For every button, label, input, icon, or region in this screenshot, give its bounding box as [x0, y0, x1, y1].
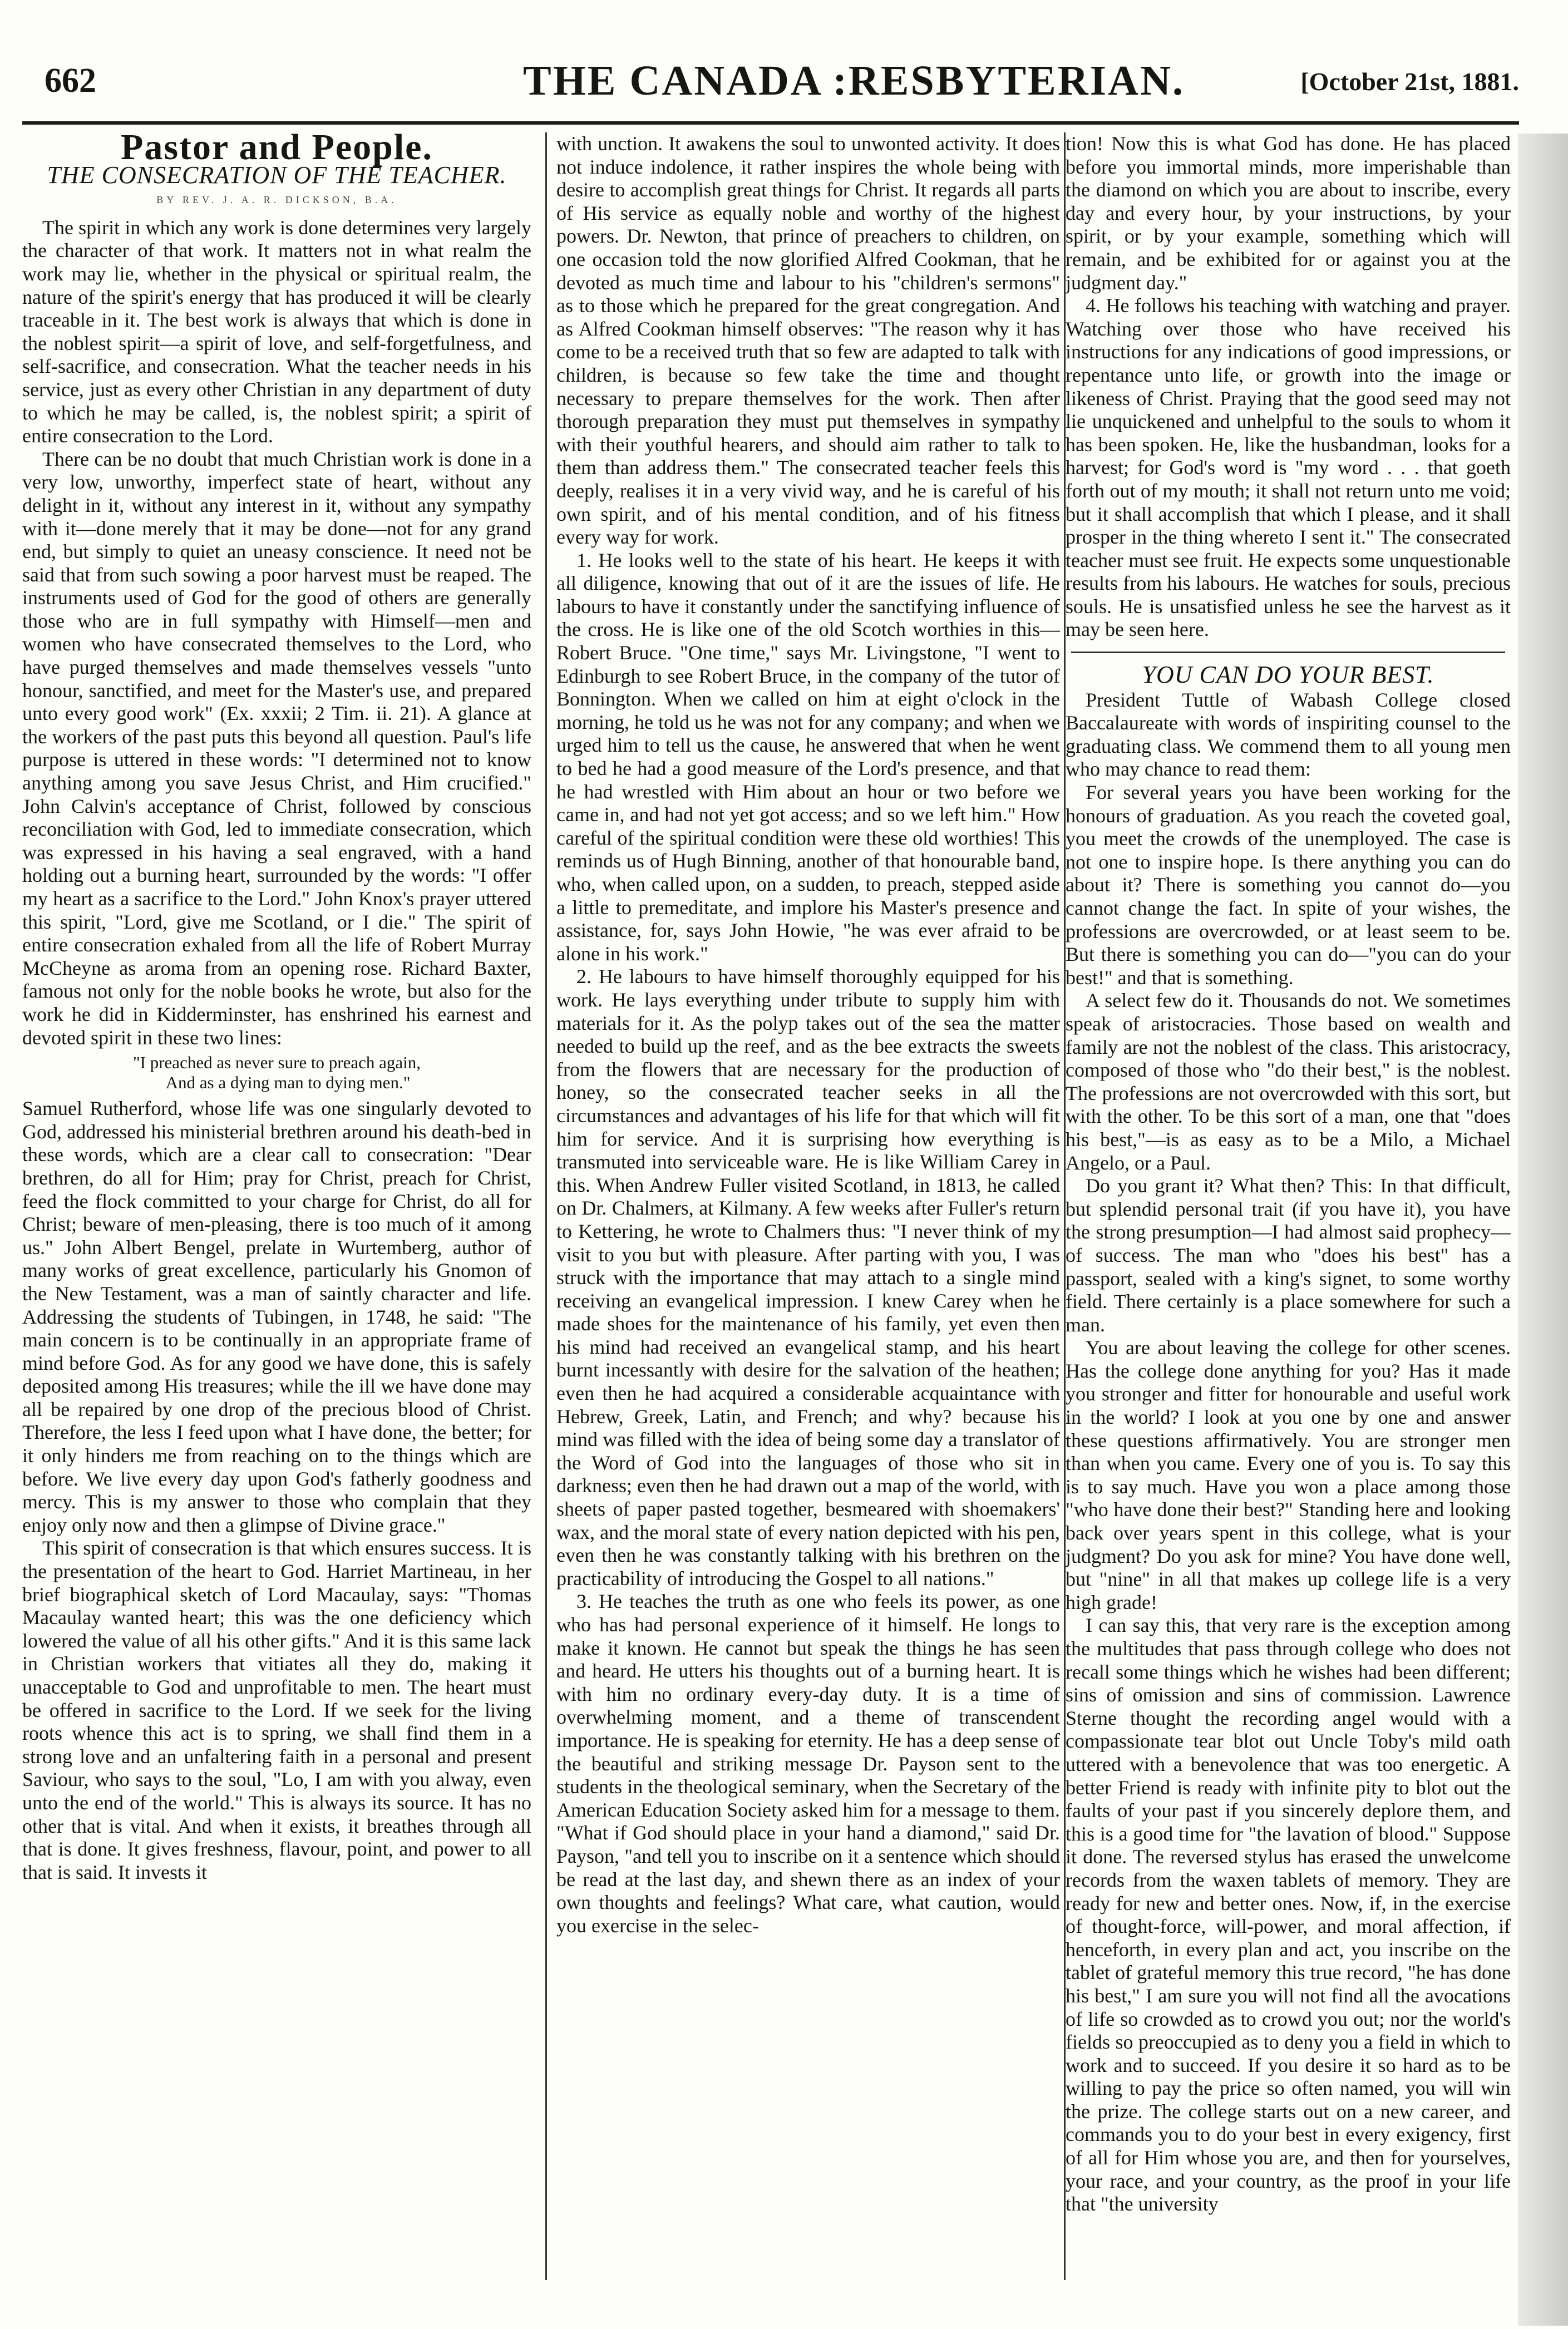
column-1	[22, 132, 531, 2302]
paragraph: President Tuttle of Wabash College closed Baccalaureate with words of inspiriting counsel to the graduating class. We commend them to all young men who may chance to read them:	[1066, 688, 1511, 781]
masthead	[22, 57, 1519, 117]
paragraph: 4. He follows his teaching with watching and prayer. Watching over those who have received his instructions for any indications of good impressions, or repentance unto life, or growth into the image or likeness of Christ. Praying that the good seed may not lie unquickened and unhelpful to the souls to whom it has been spoken. He, like the husbandman, looks for a harvest; for God's word is "my word . . . that goeth forth out of my mouth; it shall not return unto me void; but it shall accomplish that which I please, and it shall prosper in the thing whereto I sent it." The consecrated teacher must see fruit. He expects some unquestionable results from his labours. He watches for souls, precious souls. He is unsatisfied unless he see the harvest as it may be seen here.	[1066, 294, 1511, 641]
department-heading: Pastor and People.	[121, 132, 433, 167]
paragraph: There can be no doubt that much Christian work is done in a very low, unworthy, imperfect state of heart, without any delight in it, without any interest in it, without any sympathy with it—done merely that it may be done—not for any grand end, but simply to quiet an uneasy conscience. It need not be said that from such sowing a poor harvest must be reaped. The instruments used of God for the good of others are generally those who are in full sympathy with Himself—men and women who have consecrated themselves to the Lord, who have purged themselves and made themselves vessels "unto honour, sanctified, and meet for the Master's use, and prepared unto every good work" (Ex. xxxii; 2 Tim. ii. 21). A glance at the workers of the past puts this beyond all question. Paul's life purpose is uttered in these words: "I determined not to know anything among you save Jesus Christ, and Him crucified." John Calvin's acceptance of Christ, followed by conscious reconciliation with God, led to immediate consecration, which was expressed in his having a seal engraved, with a hand holding out a burning heart, surrounded by the words: "I offer my heart as a sacrifice to the Lord." John Knox's prayer uttered this spirit, "Lord, give me Scotland, or I die." The spirit of entire consecration exhaled from all the life of Robert Murray McCheyne as aroma from an opening rose. Richard Baxter, famous not only for the noble books he wrote, but also for the work he did in Kidderminster, has enshrined his earnest and devoted spirit in these two lines:	[22, 447, 531, 1049]
article-title: THE CONSECRATION OF THE TEACHER.	[47, 161, 507, 189]
column-rule	[545, 132, 547, 2280]
paragraph: 3. He teaches the truth as one who feels its power, as one who has had personal experience of it himself. He longs to make it known. He cannot but speak the things he has seen and heard. He utters his thoughts out of a burning heart. It is with him no ordinary every-day duty. It is a time of overwhelming moment, and a theme of transcendent importance. He is speaking for eternity. He has a deep sense of the beautiful and striking message Dr. Payson sent to the students in the theological seminary, when the Secretary of the American Education Society asked him for a message to them. "What if God should place in your hand a diamond," said Dr. Payson, "and tell you to inscribe on it a sentence which should be read at the last day, and shewn there as an index of your own thoughts and feelings? What care, what caution, would you exercise in the selec-	[556, 1590, 1060, 1937]
paragraph: This spirit of consecration is that which ensures success. It is the presentation of the heart to God. Harriet Martineau, in her brief biographical sketch of Lord Macaulay, says: "Thomas Macaulay wanted heart; this was the one deficiency which lowered the value of all his other gifts." And it is this same lack in Christian workers that vitiates all they do, making it unacceptable to God and unprofitable to men. The heart must be offered in sacrifice to the Lord. If we seek for the living roots whence this act is to spring, we shall find them in a strong love and an unfaltering faith in a personal and present Saviour, who says to the soul, "Lo, I am with you alway, even unto the end of the world." This is always its source. It has no other that is vital. And when it exists, it breathes through all that is done. It gives freshness, flavour, point, and power to all that is said. It invests it	[22, 1537, 531, 1883]
paragraph: A select few do it. Thousands do not. We sometimes speak of aristocracies. Those based on wealth and family are not the noblest of the class. This aristocracy, composed of those who "do their best," is the noblest. The professions are not overcrowded with this sort, but with the other. To be this sort of a man, one that "does his best,"—is as easy as to be a Milo, a Michael Angelo, or a Paul.	[1066, 989, 1511, 1174]
paragraph: The spirit in which any work is done determines very largely the character of that work. It matters not in what realm the work may lie, whether in the physical or spiritual realm, the nature of the spirit's energy that has produced it will be clearly traceable in it. The best work is always that which is done in the noblest spirit—a spirit of love, and self-forgetfulness, and self-sacrifice, and consecration. What the teacher needs in his service, just as every other Christian in any department of duty to which he may be called, is, the noblest spirit; a spirit of entire consecration to the Lord.	[22, 216, 531, 447]
paragraph: 1. He looks well to the state of his heart. He keeps it with all diligence, knowing that out of it are the issues of life. He labours to have it constantly under the sanctifying influence of the cross. He is like one of the old Scotch worthies in this—Robert Bruce. "One time," says Mr. Livingstone, "I went to Edinburgh to see Robert Bruce, in the company of the tutor of Bonnington. When we called on him at eight o'clock in the morning, he told us he was not for any company; and when we urged him to tell us the cause, he answered that when he went to bed he had a good measure of the Lord's presence, and that he had wrestled with Him about an hour or two before we came in, and had not yet got access; and so we left him." How careful of the spiritual condition were these old worthies! This reminds us of Hugh Binning, another of that honourable band, who, when called upon, on a sudden, to preach, stepped aside a little to premeditate, and implore his Master's presence and assistance, for, says John Howie, "he was ever afraid to be alone in his work."	[556, 549, 1060, 965]
paragraph: Do you grant it? What then? This: In that difficult, but splendid personal trait (if you have it), you have the strong presumption—I had almost said prophecy—of success. The man who "does his best" has a passport, sealed with a king's signet, to some worthy field. There certainly is a place somewhere for such a man.	[1066, 1175, 1511, 1336]
issue-date: [October 21st, 1881.	[1300, 67, 1519, 96]
column-2	[556, 132, 1060, 2302]
column-3	[1066, 132, 1511, 2302]
verse-line: And as a dying man to dying men."	[165, 1073, 411, 1093]
paragraph: For several years you have been working for the honours of graduation. As you reach the coveted goal, you meet the crowds of the unemployed. The case is not one to inspire hope. Is there anything you can do about it? There is something you cannot do—you cannot change the fact. In spite of your wishes, the professions are overcrowded, or at least seem to be. But there is something you can do—"you can do your best!" and that is something.	[1066, 781, 1511, 989]
article-title: YOU CAN DO YOUR BEST.	[1142, 661, 1434, 689]
paragraph: I can say this, that very rare is the exception among the multitudes that pass through college who does not recall some things which he wishes had been different; sins of omission and sins of commission. Lawrence Sterne thought the recording angel would with a compassionate tear blot out Uncle Toby's mild oath uttered with a benevolence that was too energetic. A better Friend is ready with infinite pity to blot out the faults of your past if you sincerely deplore them, and this is a good time for "the lavation of blood." Suppose it done. The reversed stylus has erased the unwelcome records from the waxen tablets of memory. They are ready for new and better ones. Now, if, in the exercise of thought-force, will-power, and moral affection, if henceforth, in every plan and act, you inscribe on the tablet of grateful memory this true record, "he has done his best," I am sure you will not find all the avocations of life so crowded as to crowd you out; nor the world's fields so preoccupied as to deny you a field in which to work and to succeed. If you desire it so hard as to be willing to pay the price so often named, you will win the prize. The college starts out on a new career, and commands you to do your best in every exigency, first of all for Him whose you are, and then for yourselves, your race, and your country, as the proof in your life that "the university	[1066, 1614, 1511, 2215]
paragraph: 2. He labours to have himself thoroughly equipped for his work. He lays everything under tribute to supply him with materials for it. As the polyp takes out of the sea the matter needed to build up the reef, and as the bee extracts the sweets from the flowers that are necessary for the production of honey, so the consecrated teacher seeks in all the circumstances and advantages of his life for that which will fit him for service. And it is surprising how everything is transmuted into serviceable ware. He is like William Carey in this. When Andrew Fuller visited Scotland, in 1813, he called on Dr. Chalmers, at Kilmany. A few weeks after Fuller's return to Kettering, he wrote to Chalmers thus: "I never think of my visit to you but with pleasure. After parting with you, I was struck with the importance that may attach to a single mind receiving an evangelical impression. I knew Carey when he made shoes for the maintenance of his family, yet even then his mind had received an evangelical stamp, and his heart burnt incessantly with desire for the salvation of the heathen; even then he had acquired a considerable acquaintance with Hebrew, Greek, Latin, and French; and why? because his mind was filled with the idea of being some day a translator of the Word of God into the languages of those who sit in darkness; even then he had drawn out a map of the world, with sheets of paper pasted together, besmeared with shoemakers' wax, and the moral state of every nation depicted with his pen, even then he was constantly talking with his brethren on the practicability of introducing the Gospel to all nations."	[556, 965, 1060, 1590]
paragraph: with unction. It awakens the soul to unwonted activity. It does not induce indolence, it rather inspires the whole being with desire to accomplish great things for Christ. It regards all parts of His service as equally noble and worthy of the highest powers. Dr. Newton, that prince of preachers to children, on one occasion told the now glorified Alfred Cookman, that he devoted as much time and labour to his "children's sermons" as to those which he prepared for the great congregation. And as Alfred Cookman himself observes: "The reason why it has come to be a received truth that so few are adapted to talk with children, is because so few take the time and thought necessary to prepare themselves for the work. Then after thorough preparation they must put themselves in sympathy with their youthful hearers, and should aim rather to talk to them than address them." The consecrated teacher feels this deeply, realises it in a very vivid way, and he is careful of his own spirit, and of his mental condition, and of his fitness every way for work.	[556, 132, 1060, 549]
masthead-rule	[22, 121, 1519, 125]
newspaper-title: THE CANADA :RESBYTERIAN.	[523, 57, 1185, 104]
verse-quote	[22, 1053, 531, 1093]
verse-line: "I preached as never sure to preach again,	[133, 1053, 421, 1073]
paragraph: Samuel Rutherford, whose life was one singularly devoted to God, addressed his ministerial brethren around his death-bed in these words, which are a clear call to consecration: "Dear brethren, do all for Him; pray for Christ, preach for Christ, feed the flock committed to your charge for Christ, do all for Christ; beware of men-pleasing, there is too much of it among us." John Albert Bengel, prelate in Wurtemberg, author of many works of great excellence, particularly his Gnomon of the New Testament, was a man of saintly character and life. Addressing the students of Tubingen, in 1748, he said: "The main concern is to be continually in an appropriate frame of mind before God. As for any good we have done, this is safely deposited among His treasures; while the ill we have done may all be repaired by one drop of the precious blood of Christ. Therefore, the less I feed upon what I have done, the better; for it only hinders me from reaching on to the things which are before. We live every day upon God's fatherly goodness and mercy. This is my answer to those who complain that they enjoy only now and then a glimpse of Divine grace."	[22, 1097, 531, 1536]
article-byline: BY REV. J. A. R. DICKSON, B.A.	[156, 194, 397, 206]
page-binding-edge	[1518, 134, 1568, 2326]
paragraph: You are about leaving the college for other scenes. Has the college done anything for you? Has it made you stronger and fitter for honourable and useful work in the world? I look at you one by one and answer these questions affirmatively. You are stronger men than when you came. Every one of you is. To say this is to say much. Have you won a place among those "who have done their best?" Standing here and looking back over years spent in this college, what is your judgment? Do you ask for mine? You have done well, but "nine" in all that makes up college life is a very high grade!	[1066, 1336, 1511, 1613]
paragraph: tion! Now this is what God has done. He has placed before you immortal minds, more imperishable than the diamond on which you are about to inscribe, every day and every hour, by your instructions, by your spirit, or by your example, something which will remain, and be exhibited for or against you at the judgment day."	[1066, 132, 1511, 294]
article-divider	[1071, 652, 1505, 653]
page-number: 662	[45, 62, 96, 100]
